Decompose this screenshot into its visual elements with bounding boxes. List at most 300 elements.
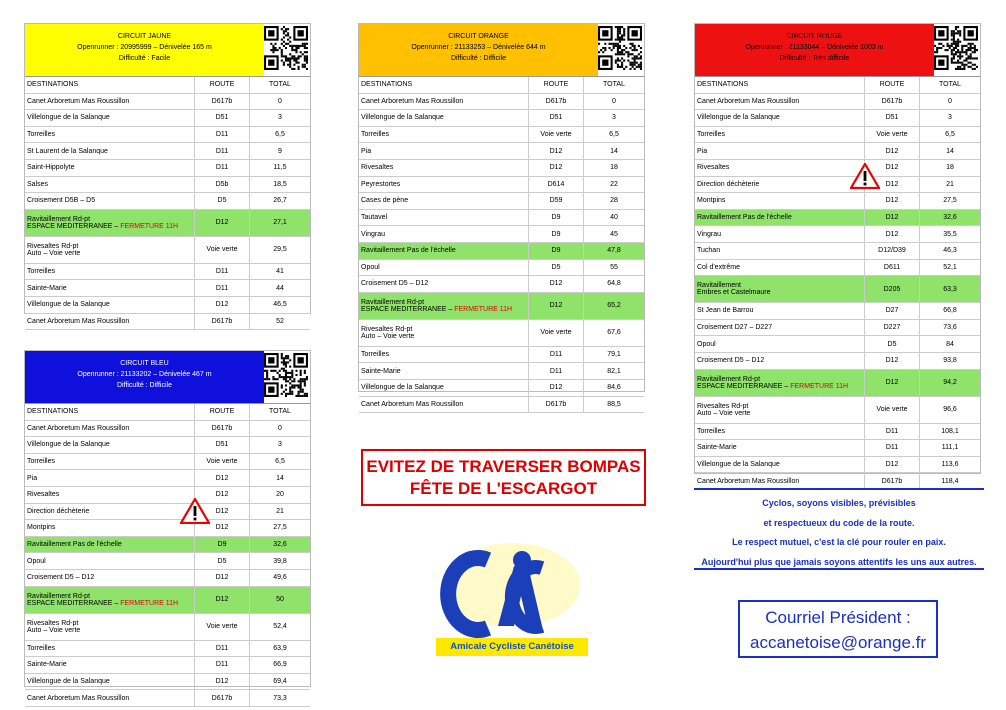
total-km-cell: 27,1: [250, 209, 311, 236]
destination-name: Villelongue de la Salanque: [361, 384, 444, 392]
destination-name: Torreilles: [27, 458, 56, 466]
total-km-cell: 118,4: [920, 473, 981, 490]
total-km-cell: 88,5: [584, 396, 645, 413]
table-row: [359, 176, 644, 193]
route-cell: D12: [195, 586, 250, 613]
total-km-cell: 44: [250, 280, 311, 297]
destination-cell: [359, 259, 529, 276]
closing-time-note: FERMETURE 11H: [790, 382, 849, 390]
route-cell: D12: [195, 296, 250, 313]
destination-cell: [695, 242, 865, 259]
total-km-cell: 22: [584, 176, 645, 193]
destination-name: Canet Arboretum Mas Roussillon: [27, 97, 130, 105]
route-cell: D5: [529, 259, 584, 276]
table-row: [25, 159, 310, 176]
destination-cell: [25, 236, 195, 263]
destination-name: Rivesaltes Rd-pt: [27, 619, 79, 627]
warning-line-2: FÊTE DE L'ESCARGOT: [409, 479, 598, 498]
email-address-link[interactable]: accanetoise@orange.fr: [749, 633, 927, 652]
destination-name: Pia: [697, 147, 708, 155]
route-cell: D9: [529, 242, 584, 259]
destination-cell: [695, 303, 865, 320]
table-row: [695, 126, 980, 143]
destination-cell: [359, 396, 529, 413]
destination-name: Col d'extrême: [697, 263, 740, 271]
total-km-cell: 14: [920, 143, 981, 160]
route-cell: D12: [195, 209, 250, 236]
destination-cell: [359, 143, 529, 160]
destination-cell: [25, 143, 195, 160]
route-cell: D51: [865, 110, 920, 127]
destination-name: Direction déchèterie: [27, 507, 90, 515]
route-cell: Voie verte: [195, 613, 250, 640]
route-cell: D12: [865, 193, 920, 210]
table-row: [359, 363, 644, 380]
club-name-band: Amicale Cycliste Canétoise: [436, 638, 588, 656]
destination-name: Villelongue de la Salanque: [697, 460, 780, 468]
total-km-cell: 67,6: [584, 319, 645, 346]
destination-name: Pia: [27, 474, 38, 482]
message-line: Aujourd'hui plus que jamais soyons attentifs les uns aux autres.: [701, 556, 977, 567]
destination-cell: [25, 159, 195, 176]
destination-name: Torreilles: [27, 644, 56, 652]
route-cell: D11: [195, 640, 250, 657]
total-km-cell: 79,1: [584, 346, 645, 363]
table-row: [359, 242, 644, 259]
route-cell: D12: [865, 143, 920, 160]
destination-name: Canet Arboretum Mas Roussillon: [697, 477, 800, 485]
warning-triangle-icon: [850, 163, 880, 189]
destination-cell: [359, 276, 529, 293]
total-km-cell: 0: [250, 93, 311, 110]
total-km-cell: 27,5: [250, 520, 311, 537]
route-cell: D12: [529, 292, 584, 319]
destination-detail: ESPACE MEDITERRANEE –: [361, 305, 455, 313]
route-cell: D617b: [195, 690, 250, 707]
destination-name: Torreilles: [361, 131, 390, 139]
route-cell: Voie verte: [529, 319, 584, 346]
destination-name: Villelongue de la Salanque: [697, 114, 780, 122]
circuit-jaune-difficulty: Difficulté : Facile: [118, 55, 171, 62]
destination-name: Villelongue de la Salanque: [27, 301, 110, 309]
circuit-orange-header: [359, 24, 644, 77]
column-header-total: TOTAL: [584, 77, 645, 93]
table-row: [359, 259, 644, 276]
destination-name: Salses: [27, 180, 49, 188]
route-cell: D617b: [529, 396, 584, 413]
destination-name: Ravitaillement Pas de l'échelle: [361, 247, 456, 255]
circuit-rouge-openrunner: Openrunner : 21133044 – Dénivelée 1003 m: [745, 44, 884, 51]
destination-name: Direction déchèterie: [697, 180, 760, 188]
circuit-rouge-header: [695, 24, 980, 77]
route-cell: D12/D39: [865, 242, 920, 259]
circuit-rouge-title: CIRCUIT ROUGE: [786, 33, 843, 40]
total-km-cell: 6,5: [920, 126, 981, 143]
qr-code-icon[interactable]: [934, 26, 978, 70]
destination-name: Pia: [361, 147, 372, 155]
circuit-jaune-title: CIRCUIT JAUNE: [117, 33, 172, 40]
destination-cell: [695, 423, 865, 440]
safety-message: [694, 488, 984, 570]
total-km-cell: 63,9: [250, 640, 311, 657]
table-row: [25, 486, 310, 503]
destination-name: Ravitaillement Rd-pt: [697, 375, 761, 383]
route-cell: D11: [865, 440, 920, 457]
route-cell: D11: [195, 263, 250, 280]
total-km-cell: 111,1: [920, 440, 981, 457]
table-row: [695, 336, 980, 353]
circuit-rouge-difficulty: Difficulté : Très difficile: [779, 55, 850, 62]
table-row: [25, 586, 310, 613]
total-km-cell: 46,5: [250, 296, 311, 313]
destination-cell: [25, 263, 195, 280]
route-cell: D5: [195, 193, 250, 210]
route-cell: D12: [529, 159, 584, 176]
destination-detail: ESPACE MEDITERRANEE –: [697, 382, 791, 390]
destination-cell: [695, 473, 865, 490]
destination-detail: Auto – Voie verte: [361, 332, 415, 340]
route-cell: D12: [195, 673, 250, 690]
total-km-cell: 14: [584, 143, 645, 160]
table-row: [25, 110, 310, 127]
destination-cell: [695, 93, 865, 110]
route-cell: D5b: [195, 176, 250, 193]
route-cell: D205: [865, 276, 920, 303]
table-row: [695, 226, 980, 243]
destination-cell: [359, 346, 529, 363]
total-km-cell: 0: [250, 420, 311, 437]
destination-name: St Jean de Barrou: [697, 307, 754, 315]
table-row: [695, 110, 980, 127]
table-row: [25, 503, 310, 520]
destination-name: Tuchan: [697, 247, 721, 255]
route-cell: D12: [195, 486, 250, 503]
route-cell: D11: [195, 143, 250, 160]
destination-name: Canet Arboretum Mas Roussillon: [361, 97, 464, 105]
circuit-bleu-difficulty: Difficulté : Difficile: [117, 382, 172, 389]
route-cell: D11: [529, 346, 584, 363]
destination-cell: [359, 209, 529, 226]
route-cell: Voie verte: [195, 453, 250, 470]
destination-cell: [695, 176, 865, 193]
destination-name: Sainte-Marie: [27, 284, 67, 292]
destination-cell: [695, 259, 865, 276]
destination-cell: [695, 209, 865, 226]
qr-code-icon[interactable]: [264, 353, 308, 397]
route-cell: D12: [865, 209, 920, 226]
total-km-cell: 64,8: [584, 276, 645, 293]
destination-name: Peyrestortes: [361, 180, 401, 188]
route-cell: Voie verte: [195, 236, 250, 263]
total-km-cell: 6,5: [250, 126, 311, 143]
destination-cell: [359, 126, 529, 143]
destination-name: Canet Arboretum Mas Roussillon: [27, 424, 130, 432]
table-row: [695, 473, 980, 490]
column-header-dest: DESTINATIONS: [25, 77, 195, 93]
column-header-dest: DESTINATIONS: [25, 404, 195, 420]
destination-cell: [695, 336, 865, 353]
table-row: [359, 126, 644, 143]
column-header-route: ROUTE: [529, 77, 584, 93]
destination-name: Torreilles: [361, 351, 390, 359]
destination-name: Canet Arboretum Mas Roussillon: [361, 400, 464, 408]
total-km-cell: 6,5: [584, 126, 645, 143]
total-km-cell: 63,3: [920, 276, 981, 303]
destination-name: Croisement D27 – D227: [697, 324, 773, 332]
route-cell: D9: [529, 226, 584, 243]
route-cell: D12: [865, 352, 920, 369]
circuit-bleu-header: [25, 351, 310, 404]
destination-name: Torreilles: [697, 131, 726, 139]
table-header-row: [695, 77, 980, 93]
destination-cell: [695, 319, 865, 336]
destination-cell: [359, 292, 529, 319]
total-km-cell: 69,4: [250, 673, 311, 690]
destination-cell: [25, 673, 195, 690]
destination-cell: [359, 363, 529, 380]
circuit-orange-difficulty: Difficulté : Difficile: [451, 55, 506, 62]
destination-name: Croisement D5B – D5: [27, 197, 96, 205]
qr-code-icon[interactable]: [264, 26, 308, 70]
destination-name: Croisement D5 – D12: [697, 357, 765, 365]
total-km-cell: 32,6: [250, 536, 311, 553]
total-km-cell: 26,7: [250, 193, 311, 210]
route-cell: D11: [529, 363, 584, 380]
destination-detail: ESPACE MEDITERRANEE –: [27, 599, 121, 607]
route-cell: D617b: [195, 420, 250, 437]
destination-cell: [25, 470, 195, 487]
destination-name: Opoul: [361, 263, 380, 271]
route-cell: D9: [529, 209, 584, 226]
table-row: [25, 453, 310, 470]
closing-time-note: FERMETURE 11H: [120, 222, 179, 230]
destination-cell: [695, 110, 865, 127]
total-km-cell: 41: [250, 263, 311, 280]
destination-name: Rivesaltes Rd-pt: [27, 242, 79, 250]
destination-name: Sainte-Marie: [27, 661, 67, 669]
circuit-rouge-title-box: [695, 24, 934, 76]
total-km-cell: 47,8: [584, 242, 645, 259]
total-km-cell: 27,5: [920, 193, 981, 210]
route-cell: Voie verte: [865, 126, 920, 143]
table-row: [25, 313, 310, 330]
table-row: [25, 470, 310, 487]
circuit-bleu-title: CIRCUIT BLEU: [120, 360, 169, 367]
circuit-bleu-openrunner: Openrunner : 21133202 – Dénivelée 467 m: [77, 371, 212, 378]
column-header-dest: DESTINATIONS: [359, 77, 529, 93]
destination-name: Sainte-Marie: [697, 444, 737, 452]
total-km-cell: 32,6: [920, 209, 981, 226]
circuit-orange-card: [358, 23, 645, 408]
route-cell: D51: [195, 110, 250, 127]
destination-cell: [25, 690, 195, 707]
table-row: [695, 93, 980, 110]
route-cell: Voie verte: [865, 396, 920, 423]
destination-cell: [359, 242, 529, 259]
circuit-jaune-header: [25, 24, 310, 77]
destination-cell: [25, 296, 195, 313]
destination-cell: [695, 143, 865, 160]
table-row: [359, 346, 644, 363]
route-cell: D12: [865, 369, 920, 396]
route-cell: D617b: [865, 93, 920, 110]
destination-cell: [25, 520, 195, 537]
circuit-jaune-card: [24, 23, 311, 325]
route-cell: D12: [195, 470, 250, 487]
route-cell: D12: [195, 569, 250, 586]
route-cell: D11: [195, 657, 250, 674]
circuit-jaune-openrunner: Openrunner : 20995999 – Dénivelée 165 m: [77, 44, 212, 51]
destination-cell: [25, 110, 195, 127]
total-km-cell: 66,9: [250, 657, 311, 674]
destination-cell: [25, 657, 195, 674]
table-row: [25, 263, 310, 280]
total-km-cell: 0: [584, 93, 645, 110]
destination-name: Ravitaillement Rd-pt: [361, 298, 425, 306]
route-cell: D611: [865, 259, 920, 276]
table-row: [25, 437, 310, 454]
destination-cell: [25, 553, 195, 570]
destination-cell: [25, 126, 195, 143]
destination-name: Montpins: [27, 524, 56, 532]
destination-name: Ravitaillement: [697, 282, 741, 290]
total-km-cell: 55: [584, 259, 645, 276]
destination-cell: [695, 369, 865, 396]
total-km-cell: 40: [584, 209, 645, 226]
total-km-cell: 18: [584, 159, 645, 176]
table-row: [695, 143, 980, 160]
destination-name: Opoul: [697, 340, 716, 348]
table-row: [695, 303, 980, 320]
bompas-warning-banner: [361, 449, 646, 506]
circuit-bleu-table: [25, 404, 310, 707]
route-cell: D12: [865, 226, 920, 243]
president-email-box: [738, 600, 938, 658]
total-km-cell: 45: [584, 226, 645, 243]
circuit-jaune-table: [25, 77, 310, 330]
total-km-cell: 14: [250, 470, 311, 487]
table-row: [359, 93, 644, 110]
destination-name: Canet Arboretum Mas Roussillon: [697, 97, 800, 105]
destination-name: Tautavel: [361, 214, 388, 222]
table-row: [695, 176, 980, 193]
table-row: [25, 209, 310, 236]
destination-name: Montpins: [697, 197, 726, 205]
destination-cell: [25, 193, 195, 210]
table-row: [359, 143, 644, 160]
total-km-cell: 96,6: [920, 396, 981, 423]
total-km-cell: 18: [920, 159, 981, 176]
destination-cell: [25, 640, 195, 657]
destination-cell: [25, 586, 195, 613]
circuit-rouge-table: [695, 77, 980, 490]
destination-cell: [695, 440, 865, 457]
table-row: [25, 236, 310, 263]
destination-cell: [25, 313, 195, 330]
destination-name: Ravitaillement Pas de l'échelle: [697, 214, 792, 222]
destination-cell: [25, 613, 195, 640]
table-row: [25, 280, 310, 297]
table-row: [695, 423, 980, 440]
total-km-cell: 21: [920, 176, 981, 193]
column-header-total: TOTAL: [920, 77, 981, 93]
route-cell: D12: [865, 456, 920, 473]
table-row: [25, 193, 310, 210]
circuit-bleu-card: [24, 350, 311, 702]
destination-name: Ravitaillement Pas de l'échelle: [27, 541, 122, 549]
destination-cell: [695, 396, 865, 423]
destination-name: Opoul: [27, 557, 46, 565]
route-cell: D617b: [529, 93, 584, 110]
table-row: [359, 209, 644, 226]
destination-detail: Auto – Voie verte: [27, 249, 81, 257]
warning-line-1: EVITEZ DE TRAVERSER BOMPAS: [366, 457, 641, 476]
table-row: [359, 292, 644, 319]
total-km-cell: 113,6: [920, 456, 981, 473]
table-row: [25, 690, 310, 707]
total-km-cell: 52,1: [920, 259, 981, 276]
route-cell: D12: [529, 276, 584, 293]
table-row: [695, 319, 980, 336]
total-km-cell: 6,5: [250, 453, 311, 470]
route-cell: D617b: [195, 313, 250, 330]
total-km-cell: 20: [250, 486, 311, 503]
destination-cell: [359, 193, 529, 210]
total-km-cell: 50: [250, 586, 311, 613]
destination-name: Croisement D5 – D12: [361, 280, 429, 288]
route-cell: D617b: [865, 473, 920, 490]
destination-name: Rivesaltes: [361, 164, 394, 172]
destination-name: Croisement D5 – D12: [27, 574, 95, 582]
table-row: [359, 379, 644, 396]
total-km-cell: 108,1: [920, 423, 981, 440]
destination-name: Villelongue de la Salanque: [27, 678, 110, 686]
destination-name: Sainte-Marie: [361, 367, 401, 375]
total-km-cell: 18,5: [250, 176, 311, 193]
destination-cell: [25, 437, 195, 454]
destination-name: Torreilles: [27, 268, 56, 276]
destination-cell: [695, 276, 865, 303]
table-row: [695, 276, 980, 303]
destination-name: Cases de pène: [361, 197, 409, 205]
qr-code-icon[interactable]: [598, 26, 642, 70]
total-km-cell: 82,1: [584, 363, 645, 380]
destination-cell: [359, 226, 529, 243]
total-km-cell: 29,5: [250, 236, 311, 263]
destination-name: Vingrau: [361, 230, 386, 238]
circuit-orange-openrunner: Openrunner : 21133253 – Dénivelée 644 m: [411, 44, 546, 51]
table-row: [695, 259, 980, 276]
destination-cell: [359, 110, 529, 127]
route-cell: D617b: [195, 93, 250, 110]
destination-name: Torreilles: [27, 131, 56, 139]
table-header-row: [359, 77, 644, 93]
destination-cell: [25, 486, 195, 503]
column-header-route: ROUTE: [865, 77, 920, 93]
total-km-cell: 73,6: [920, 319, 981, 336]
table-row: [25, 536, 310, 553]
route-cell: D227: [865, 319, 920, 336]
closing-time-note: FERMETURE 11H: [454, 305, 513, 313]
total-km-cell: 3: [920, 110, 981, 127]
total-km-cell: 66,8: [920, 303, 981, 320]
route-cell: D11: [865, 423, 920, 440]
destination-cell: [25, 209, 195, 236]
route-cell: D5: [195, 553, 250, 570]
destination-name: Saint-Hippolyte: [27, 164, 75, 172]
route-cell: D12: [195, 520, 250, 537]
table-row: [25, 569, 310, 586]
